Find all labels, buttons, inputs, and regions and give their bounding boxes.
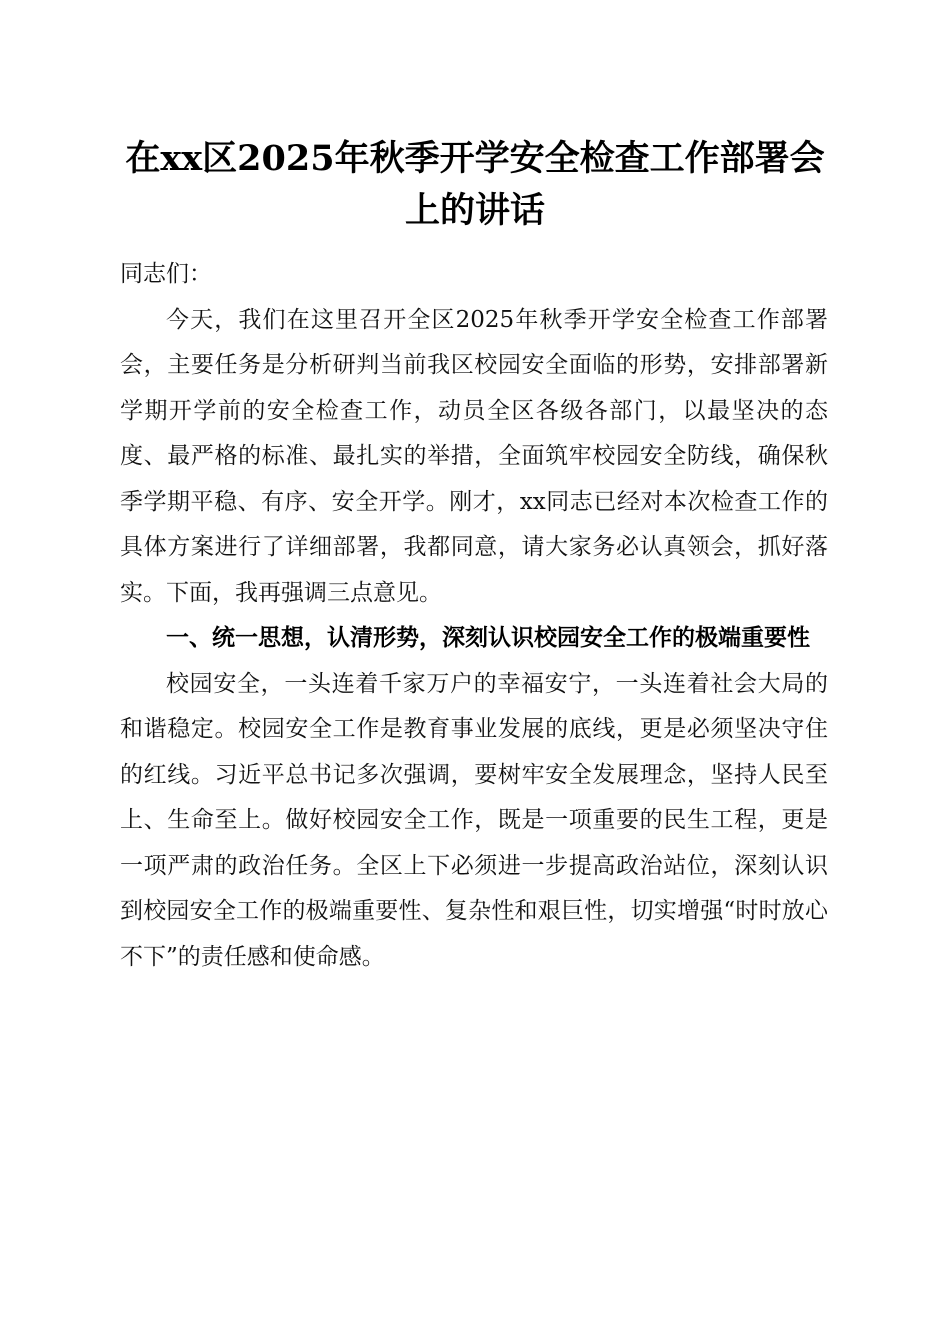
section-1-paragraph: 校园安全，一头连着千家万户的幸福安宁，一头连着社会大局的和谐稳定。校园安全工作是教育事业发展的底线，更是必须坚决守住的红线。习近平总书记多次强调，要树牢安全发展理念，坚持人民至上、生命至上。做好校园安全工作，既是一项重要的民生工程，更是一项严肃的政治任务。全区上下必须进一步提高政治站位，深刻认识到校园安全工作的极端重要性、复杂性和艰巨性，切实增强“时时放心不下”的责任感和使命感。: [120, 670, 828, 970]
section-heading-1: 一、统一思想，认清形势，深刻认识校园安全工作的极端重要性: [166, 625, 810, 651]
intro-paragraph: 今天，我们在这里召开全区2025年秋季开学安全检查工作部署会，主要任务是分析研判当前我区校园安全面临的形势，安排部署新学期开学前的安全检查工作，动员全区各级各部门，以最坚决的态度、最严格的标准、最扎实的举措，全面筑牢校园安全防线，确保秋季学期平稳、有序、安全开学。刚才，xx同志已经对本次检查工作的具体方案进行了详细部署，我都同意，请大家务必认真领会，抓好落实。下面，我再强调三点意见。: [120, 306, 828, 606]
speech-title: 在xx区2025年秋季开学安全检查工作部署会上的讲话: [125, 138, 825, 231]
salutation: 同志们：: [120, 261, 212, 287]
speech-body: [120, 252, 828, 980]
